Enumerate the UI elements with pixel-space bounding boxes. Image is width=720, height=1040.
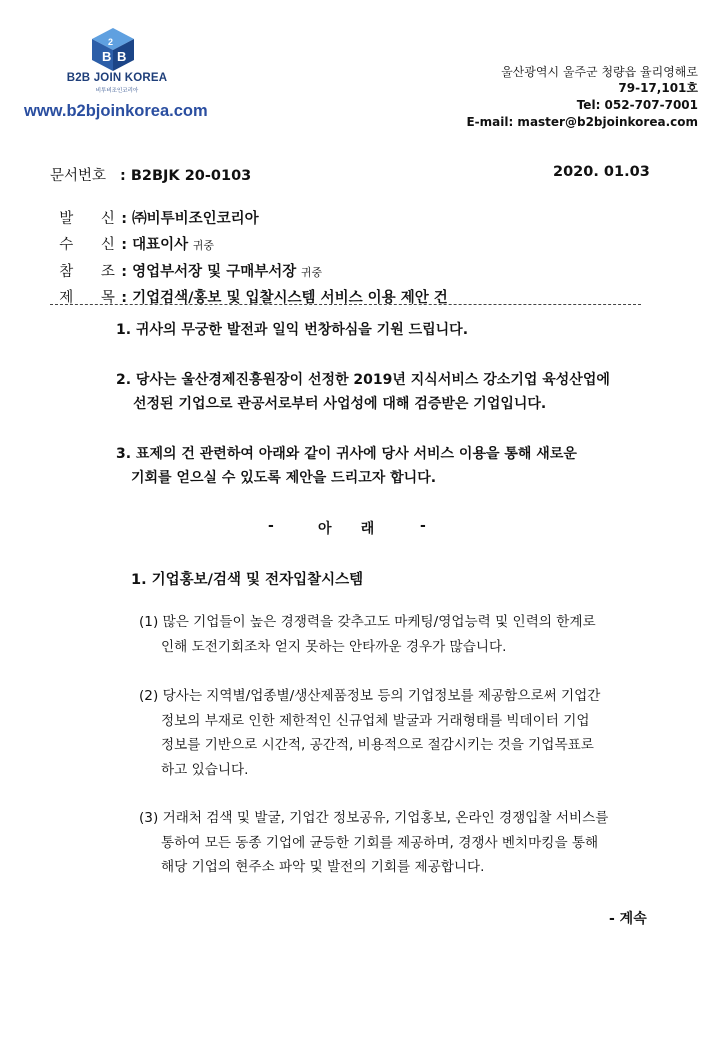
address-line-2: 79-17,101호: [618, 81, 698, 95]
item-2-line: 정보의 부재로 인한 제한적인 신규업체 발굴과 거래형태를 빅데이터 기업: [161, 712, 590, 729]
below-label: 아 래: [318, 521, 375, 537]
recipient-honorific: 귀중: [192, 239, 214, 252]
paragraph-2-line-2: 선정된 기업으로 관공서로부터 사업성에 대해 검증받은 기업입니다.: [133, 396, 547, 412]
b2b-logo-cube-icon: [88, 26, 138, 72]
reference-honorific: 귀중: [300, 266, 323, 279]
paragraph-1: 1. 귀사의 무궁한 발전과 일익 번창하심을 기원 드립니다.: [116, 322, 469, 338]
doc-date: 2020. 01.03: [553, 164, 650, 180]
logo-subtitle: 비투비조인코리아: [95, 88, 139, 94]
website-link[interactable]: www.b2bjoinkorea.com: [24, 102, 208, 120]
subject-value: : 기업검색/홍보 및 입찰시스템 서비스 이용 제안 건: [121, 290, 448, 306]
email: E-mail: master@b2bjoinkorea.com: [466, 115, 698, 129]
subject-label: 제 목: [59, 290, 115, 306]
item-2: [139, 684, 600, 782]
doc-number-label: 문서번호: [50, 168, 107, 184]
doc-number-row: [50, 164, 251, 185]
reference-value: : 영업부서장 및 구매부서장: [121, 264, 297, 280]
divider-rule: [50, 304, 641, 305]
sender-value: : ㈜비투비조인코리아: [121, 211, 259, 227]
item-3-line: (3) 거래처 검색 및 발굴, 기업간 정보공유, 기업홍보, 온라인 경쟁입찰 서비스를: [139, 810, 609, 826]
item-3: [139, 806, 608, 880]
svg-text:B: B: [117, 49, 127, 64]
item-2-line: (2) 당사는 지역별/업종별/생산제품정보 등의 기업정보를 제공함으로써 기업간: [139, 688, 601, 704]
svg-text:2: 2: [108, 37, 114, 47]
item-1: [139, 610, 596, 659]
recipient-value: : 대표이사: [121, 237, 189, 253]
section-title: 1. 기업홍보/검색 및 전자입찰시스템: [131, 572, 364, 588]
paragraph-2-line-1: 2. 당사는 울산경제진흥원장이 선정한 2019년 지식서비스 강소기업 육성산업에: [116, 372, 610, 388]
item-3-line: 해당 기업의 현주소 파악 및 발전의 기회를 제공합니다.: [161, 859, 485, 875]
below-dash-right: -: [420, 518, 426, 534]
below-dash-left: -: [268, 518, 274, 534]
item-2-line: 하고 있습니다.: [161, 761, 249, 778]
paragraph-3-line-1: 3. 표제의 건 관련하여 아래와 같이 귀사에 당사 서비스 이용을 통해 새로운: [116, 446, 577, 462]
logo-name: B2B JOIN KOREA: [66, 72, 168, 84]
address-line-1: 울산광역시 울주군 청량읍 율리영해로: [501, 65, 698, 79]
svg-text:B: B: [102, 49, 112, 64]
reference-label: 참 조: [59, 264, 115, 280]
item-1-line: 인해 도전기회조차 얻지 못하는 안타까운 경우가 많습니다.: [161, 638, 507, 655]
sender-label: 발 신: [59, 211, 115, 227]
doc-number-value: : B2BJK 20-0103: [120, 168, 252, 184]
paragraph-3-line-2: 기회를 얻으실 수 있도록 제안을 드리고자 합니다.: [131, 470, 437, 486]
item-2-line: 정보를 기반으로 시간적, 공간적, 비용적으로 절감시키는 것을 기업목표로: [161, 737, 594, 753]
item-1-line: (1) 많은 기업들이 높은 경쟁력을 갖추고도 마케팅/영업능력 및 인력의 한계로: [139, 614, 596, 630]
recipient-label: 수 신: [59, 237, 115, 253]
continued-note: - 계속: [609, 911, 647, 927]
telephone: Tel: 052-707-7001: [576, 98, 698, 112]
subject-row: [50, 270, 448, 307]
item-3-line: 통하여 모든 동종 기업에 균등한 기회를 제공하며, 경쟁사 벤치마킹을 통해: [161, 834, 599, 851]
